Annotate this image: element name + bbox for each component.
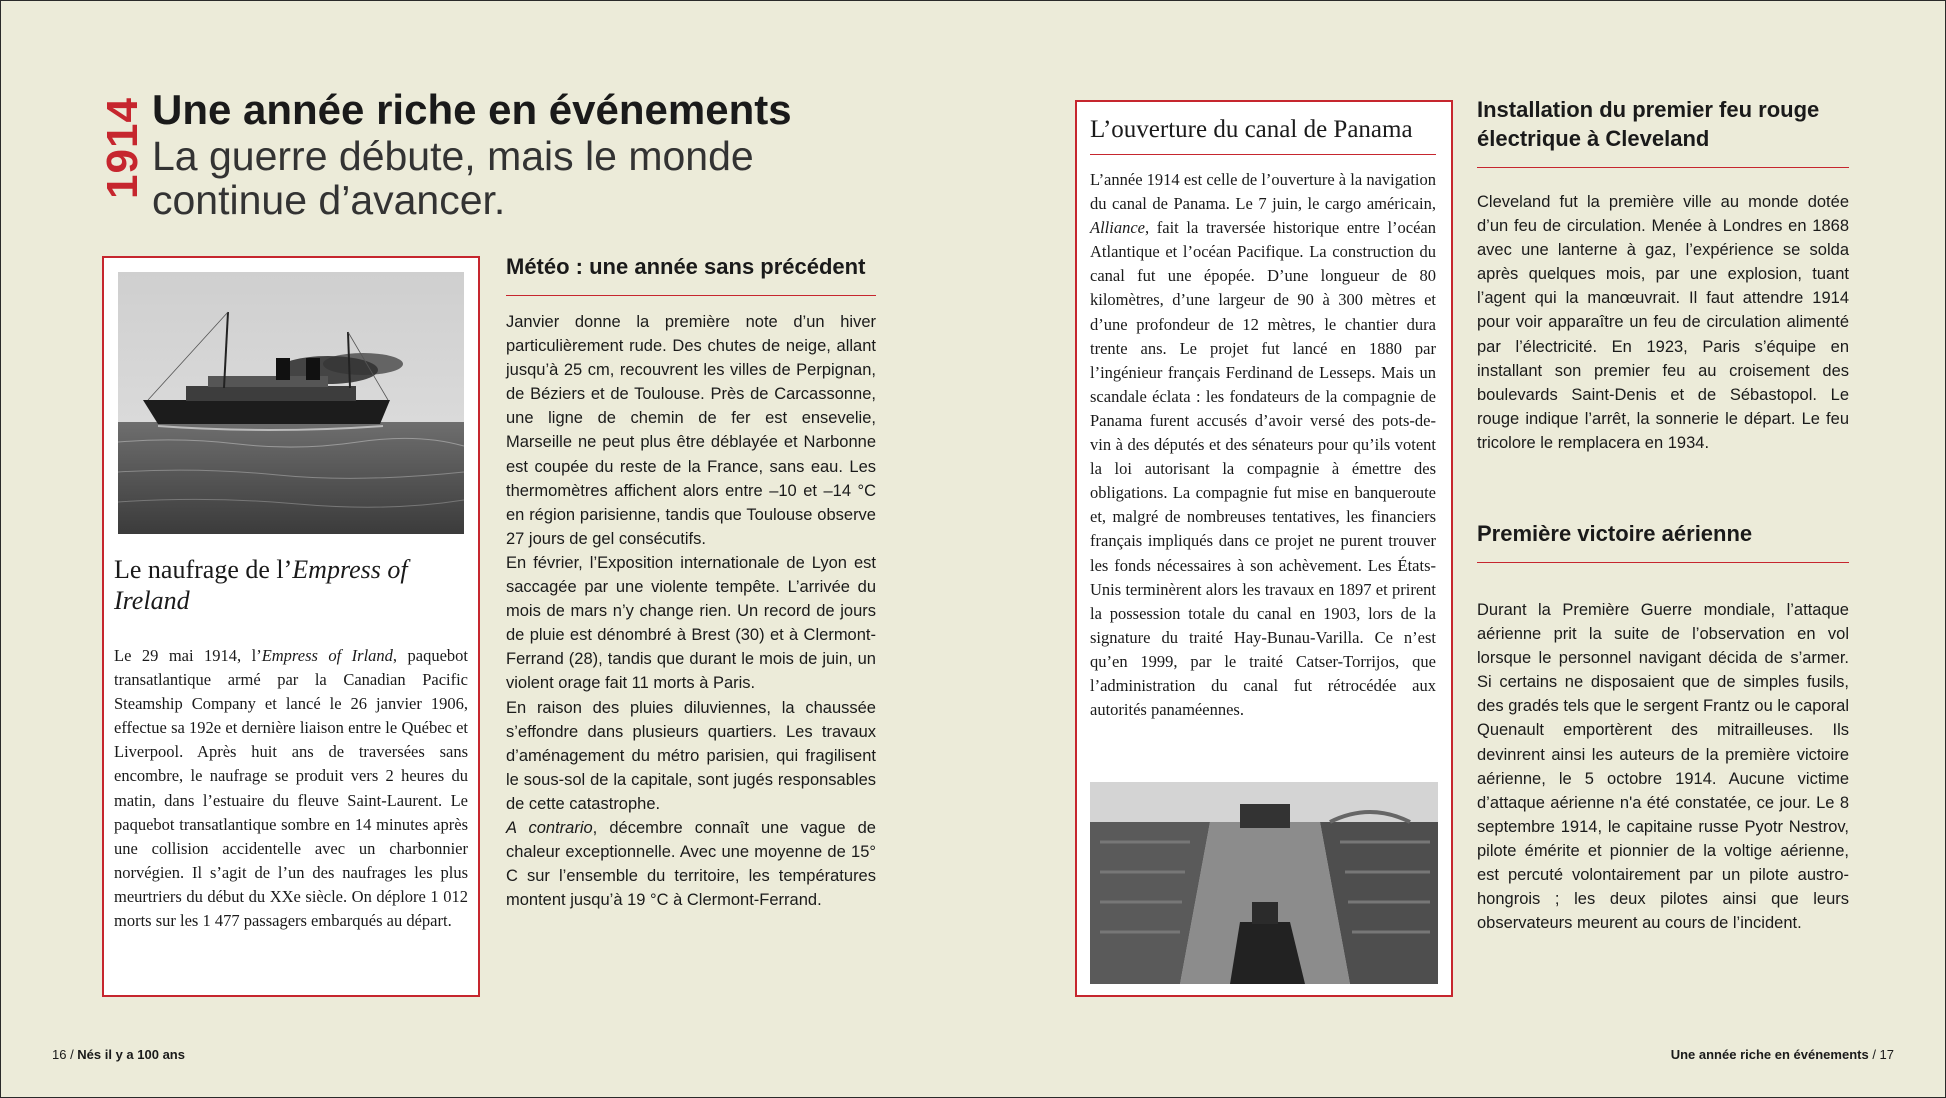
page-subtitle: La guerre débute, mais le monde continue d’avancer.	[152, 133, 754, 223]
canal-photo	[1090, 782, 1438, 984]
feu-text: Cleveland fut la première ville au monde dotée d’un feu de circulation. Menée à Londres en 1868 avec une lanterne à gaz, l’expérience se solda après quelques mois, par une explosion, tuant l’agent qui la manœuvrait. Il faut attendre 1914 pour voir apparaître un feu de circulation alimenté par l’électricité. En 1923, Paris s’équipe en installant son premier feu au croisement des boulevards Saint-Denis et de Sébastopol. Le rouge indique l’arrêt, la sonnerie le départ. Le feu tricolore le remplacera en 1934.	[1477, 193, 1849, 452]
page-title: Une année riche en événements	[152, 86, 792, 133]
panama-text: L’année 1914 est celle de l’ouverture à la navigation du canal de Panama. Le 7 juin, le cargo américain, Alliance, fait la traversée historique entre l’océan Atlantique et l’océan Pacifique. La construction du canal fut une épopée. D’une longueur de 80 kilomètres, d’une largeur de 90 à 300 mètres et d’une profondeur de 12 mètres, le chantier dura trente ans. Le projet fut lancé en 1880 par l’ingénieur français Ferdinand de Lesseps. Mais un scandale éclata : les fondateurs de la compagnie de Panama furent accusés d’avoir versé des pots-de-vin à des députés et des sénateurs pour qu’ils votent la loi autorisant la compagnie à émettre des obligations. La compagnie fut mise en banqueroute et, malgré de nombreuses tentatives, les financiers français impliqués dans ce projet ne purent trouver les fonds nécessaires à son achèvement. Les États-Unis terminèrent alors les travaux en 1897 et prirent la possession totale du canal en 1903, lors de la signature du traité Hay-Bunau-Varilla. Ce n’est qu’en 1999, par le traité Catser-Torrijos, que l’administration du canal fut rétrocédée aux autorités panaméennes.	[1090, 170, 1436, 720]
meteo-title: Météo : une année sans précédent	[506, 254, 866, 279]
ship-photo	[118, 272, 464, 534]
victoire-text: Durant la Première Guerre mondiale, l’attaque aérienne prit la suite de l’observation en vol lorsque le personnel navigant décida de s’armer. Si certains ne disposaient que de simples fusils, des gradés tels que le sergent Frantz ou le caporal Quenault emportèrent des mitrailleuses. Ils devinrent ainsi les auteurs de la première victoire aérienne, le 5 octobre 1914. Aucune victime d’attaque aérienne n'a été constatée, ce jour. Le 8 septembre 1914, le capitaine russe Pyotr Nestrov, pilote émérite et pionnier de la voltige aérienne, est percuté volontairement par un pilote austro-hongrois ; les deux pilotes ainsi que leurs observateurs meurent au cours de l’incident.	[1477, 601, 1849, 933]
victoire-title: Première victoire aérienne	[1477, 521, 1753, 546]
meteo-rule	[506, 295, 876, 296]
meteo-paragraph-2: En février, l’Exposition internationale de Lyon est saccagée par une violente tempête. L’arrivée du mois de mars n’y change rien. Un record de jours de pluie est dénombré à Brest (30) et à Clermont-Ferrand (28), tandis que durant le mois de juin, un violent orage fait 11 morts à Paris.	[506, 553, 876, 693]
year-tab: 1914	[98, 97, 147, 199]
meteo-paragraph-1: Janvier donne la première note d’un hiver particulièrement rude. Des chutes de neige, allant jusqu’à 25 cm, recouvrent les villes de Perpignan, de Béziers et de Toulouse. Près de Carcassonne, une ligne de chemin de fer est ensevelie, Marseille ne peut plus être déblayée et Narbonne est coupée du reste de la France, sans eau. Les thermomètres affichent alors entre –10 et –14 °C en région parisienne, tandis que Toulouse observe 27 jours de gel consécutifs.	[506, 313, 876, 548]
victoire-rule	[1477, 562, 1849, 563]
panama-title: L’ouverture du canal de Panama	[1090, 116, 1413, 143]
empress-title: Le naufrage de l’Empress of Ireland	[114, 555, 408, 615]
meteo-text	[506, 310, 876, 912]
empress-box	[102, 256, 480, 997]
meteo-paragraph-4: A contrario, décembre connaît une vague de chaleur exceptionnelle. Avec une moyenne de 15° C sur l’ensemble du territoire, les températures montent jusqu’à 19 °C à Clermont-Ferrand.	[506, 818, 876, 910]
footer-left: 16 / Nés il y a 100 ans	[52, 1047, 185, 1062]
empress-text: Le 29 mai 1914, l’Empress of Irland, paquebot transatlantique armé par la Canadian Pacific Steamship Company et lancé le 26 janvier 1906, effectue sa 192e et dernière liaison entre le Québec et Liverpool. Après huit ans de traversées sans encombre, le naufrage se produit vers 2 heures du matin, dans l’estuaire du fleuve Saint-Laurent. Le paquebot transatlantique sombre en 14 minutes après une collision accidentelle avec un charbonnier norvégien. Il s’agit de l’un des naufrages les plus meurtriers du début du XXe siècle. On déplore 1 012 morts sur les 1 477 passagers embarqués au départ.	[114, 646, 468, 931]
feu-title: Installation du premier feu rouge électrique à Cleveland	[1477, 97, 1820, 151]
footer-right: Une année riche en événements / 17	[1670, 1047, 1894, 1062]
panama-rule	[1090, 154, 1436, 155]
meteo-paragraph-3: En raison des pluies diluviennes, la chaussée s’effondre dans plusieurs quartiers. Les travaux d’aménagement du métro parisien, qui fragilisent le sous-sol de la capitale, sont jugés responsables de cette catastrophe.	[506, 698, 876, 813]
feu-rule	[1477, 167, 1849, 168]
panama-box	[1075, 100, 1453, 997]
